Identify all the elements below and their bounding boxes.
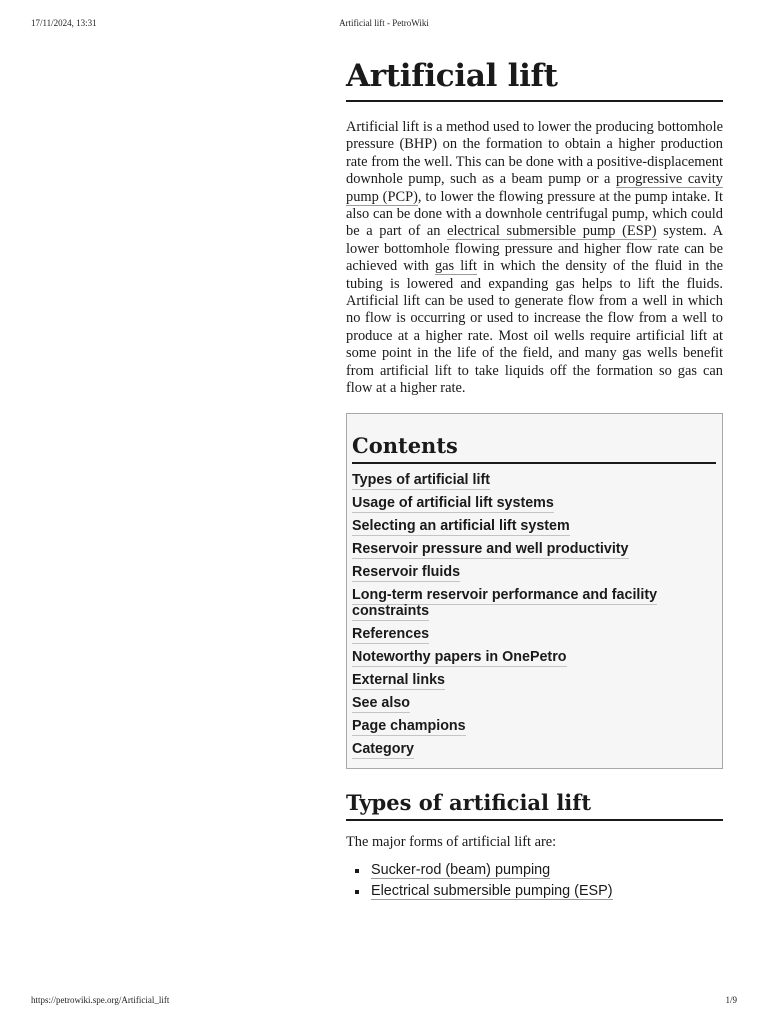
section-text-types: The major forms of artificial lift are:	[346, 833, 557, 850]
intro-text: in which the density of the fluid in the tubing is lowered and expanding gas helps to lift the fluids. Artificial lift can be used to generate flow from a well in which no flow is occurring or used to increase the flow from a well to produce at a higher rate. Most oil wells require artificial lift at some point in the life of the field, and many gas wells benefit from artificial lift to take liquids off the formation so gas can flow at a higher rate.	[346, 258, 723, 397]
print-datetime: 17/11/2024, 13:31	[31, 18, 97, 28]
toc-item-label[interactable]: Selecting an artificial lift system	[352, 517, 570, 534]
toc-item-label[interactable]: Reservoir fluids	[352, 563, 461, 580]
intro-text: system. A lower bottomhole flowing pressure and higher flow rate can be achieved with	[346, 223, 723, 275]
toc-item-label[interactable]: Category	[352, 740, 414, 757]
types-bullet-list	[346, 861, 723, 900]
page-title: Artificial lift	[346, 56, 723, 102]
toc-item[interactable]	[352, 714, 716, 737]
section-title-types: Types of artificial lift	[346, 789, 723, 821]
toc-item[interactable]	[352, 737, 716, 760]
table-of-contents	[346, 413, 723, 769]
toc-item-label[interactable]: Reservoir pressure and well productivity	[352, 540, 629, 557]
bullet-link[interactable]: Sucker-rod (beam) pumping	[371, 861, 551, 878]
intro-link[interactable]: progressive cavity pump (PCP)	[346, 171, 723, 205]
intro-link[interactable]: electrical submersible pump (ESP)	[447, 223, 657, 240]
toc-item-label[interactable]: See also	[352, 694, 411, 711]
print-url: https://petrowiki.spe.org/Artificial_lift	[31, 995, 170, 1005]
toc-item[interactable]	[352, 514, 716, 537]
toc-item-label[interactable]: Types of artificial lift	[352, 471, 490, 488]
toc-item[interactable]	[352, 468, 716, 491]
print-page-number: 1/9	[725, 995, 737, 1005]
toc-list	[352, 468, 716, 760]
bullet-icon	[355, 869, 359, 873]
bullet-icon	[355, 890, 359, 894]
intro-paragraph	[346, 119, 723, 398]
toc-title: Contents	[352, 432, 716, 464]
toc-item-label[interactable]: References	[352, 625, 430, 642]
toc-item[interactable]	[352, 691, 716, 714]
intro-link[interactable]: gas lift	[434, 258, 478, 275]
toc-item-label[interactable]: Noteworthy papers in OnePetro	[352, 648, 567, 665]
toc-item[interactable]	[352, 622, 716, 645]
toc-item[interactable]	[352, 537, 716, 560]
intro-text: Artificial lift is a method used to lower the producing bottomhole pressure (BHP) on the formation to obtain a higher production rate from the well. This can be done with a positive-displacement downhole pump, such as a beam pump or a	[346, 119, 723, 188]
toc-item-label[interactable]: External links	[352, 671, 445, 688]
toc-item[interactable]	[352, 560, 716, 583]
toc-item-label[interactable]: Page champions	[352, 717, 466, 734]
intro-text: , to lower the flowing pressure at the pump intake. It also can be done with a downhole centrifugal pump, which could be a part of an	[346, 188, 723, 240]
toc-item[interactable]	[352, 668, 716, 691]
toc-item[interactable]	[352, 583, 716, 622]
toc-item[interactable]	[352, 491, 716, 514]
print-doc-title: Artificial lift - PetroWiki	[339, 18, 429, 28]
article-content	[346, 56, 723, 903]
list-item	[346, 861, 723, 879]
toc-item-label[interactable]: Long-term reservoir performance and facility constraints	[352, 586, 658, 619]
toc-item[interactable]	[352, 645, 716, 668]
bullet-link[interactable]: Electrical submersible pumping (ESP)	[371, 882, 613, 899]
toc-item-label[interactable]: Usage of artificial lift systems	[352, 494, 554, 511]
list-item	[346, 882, 723, 900]
